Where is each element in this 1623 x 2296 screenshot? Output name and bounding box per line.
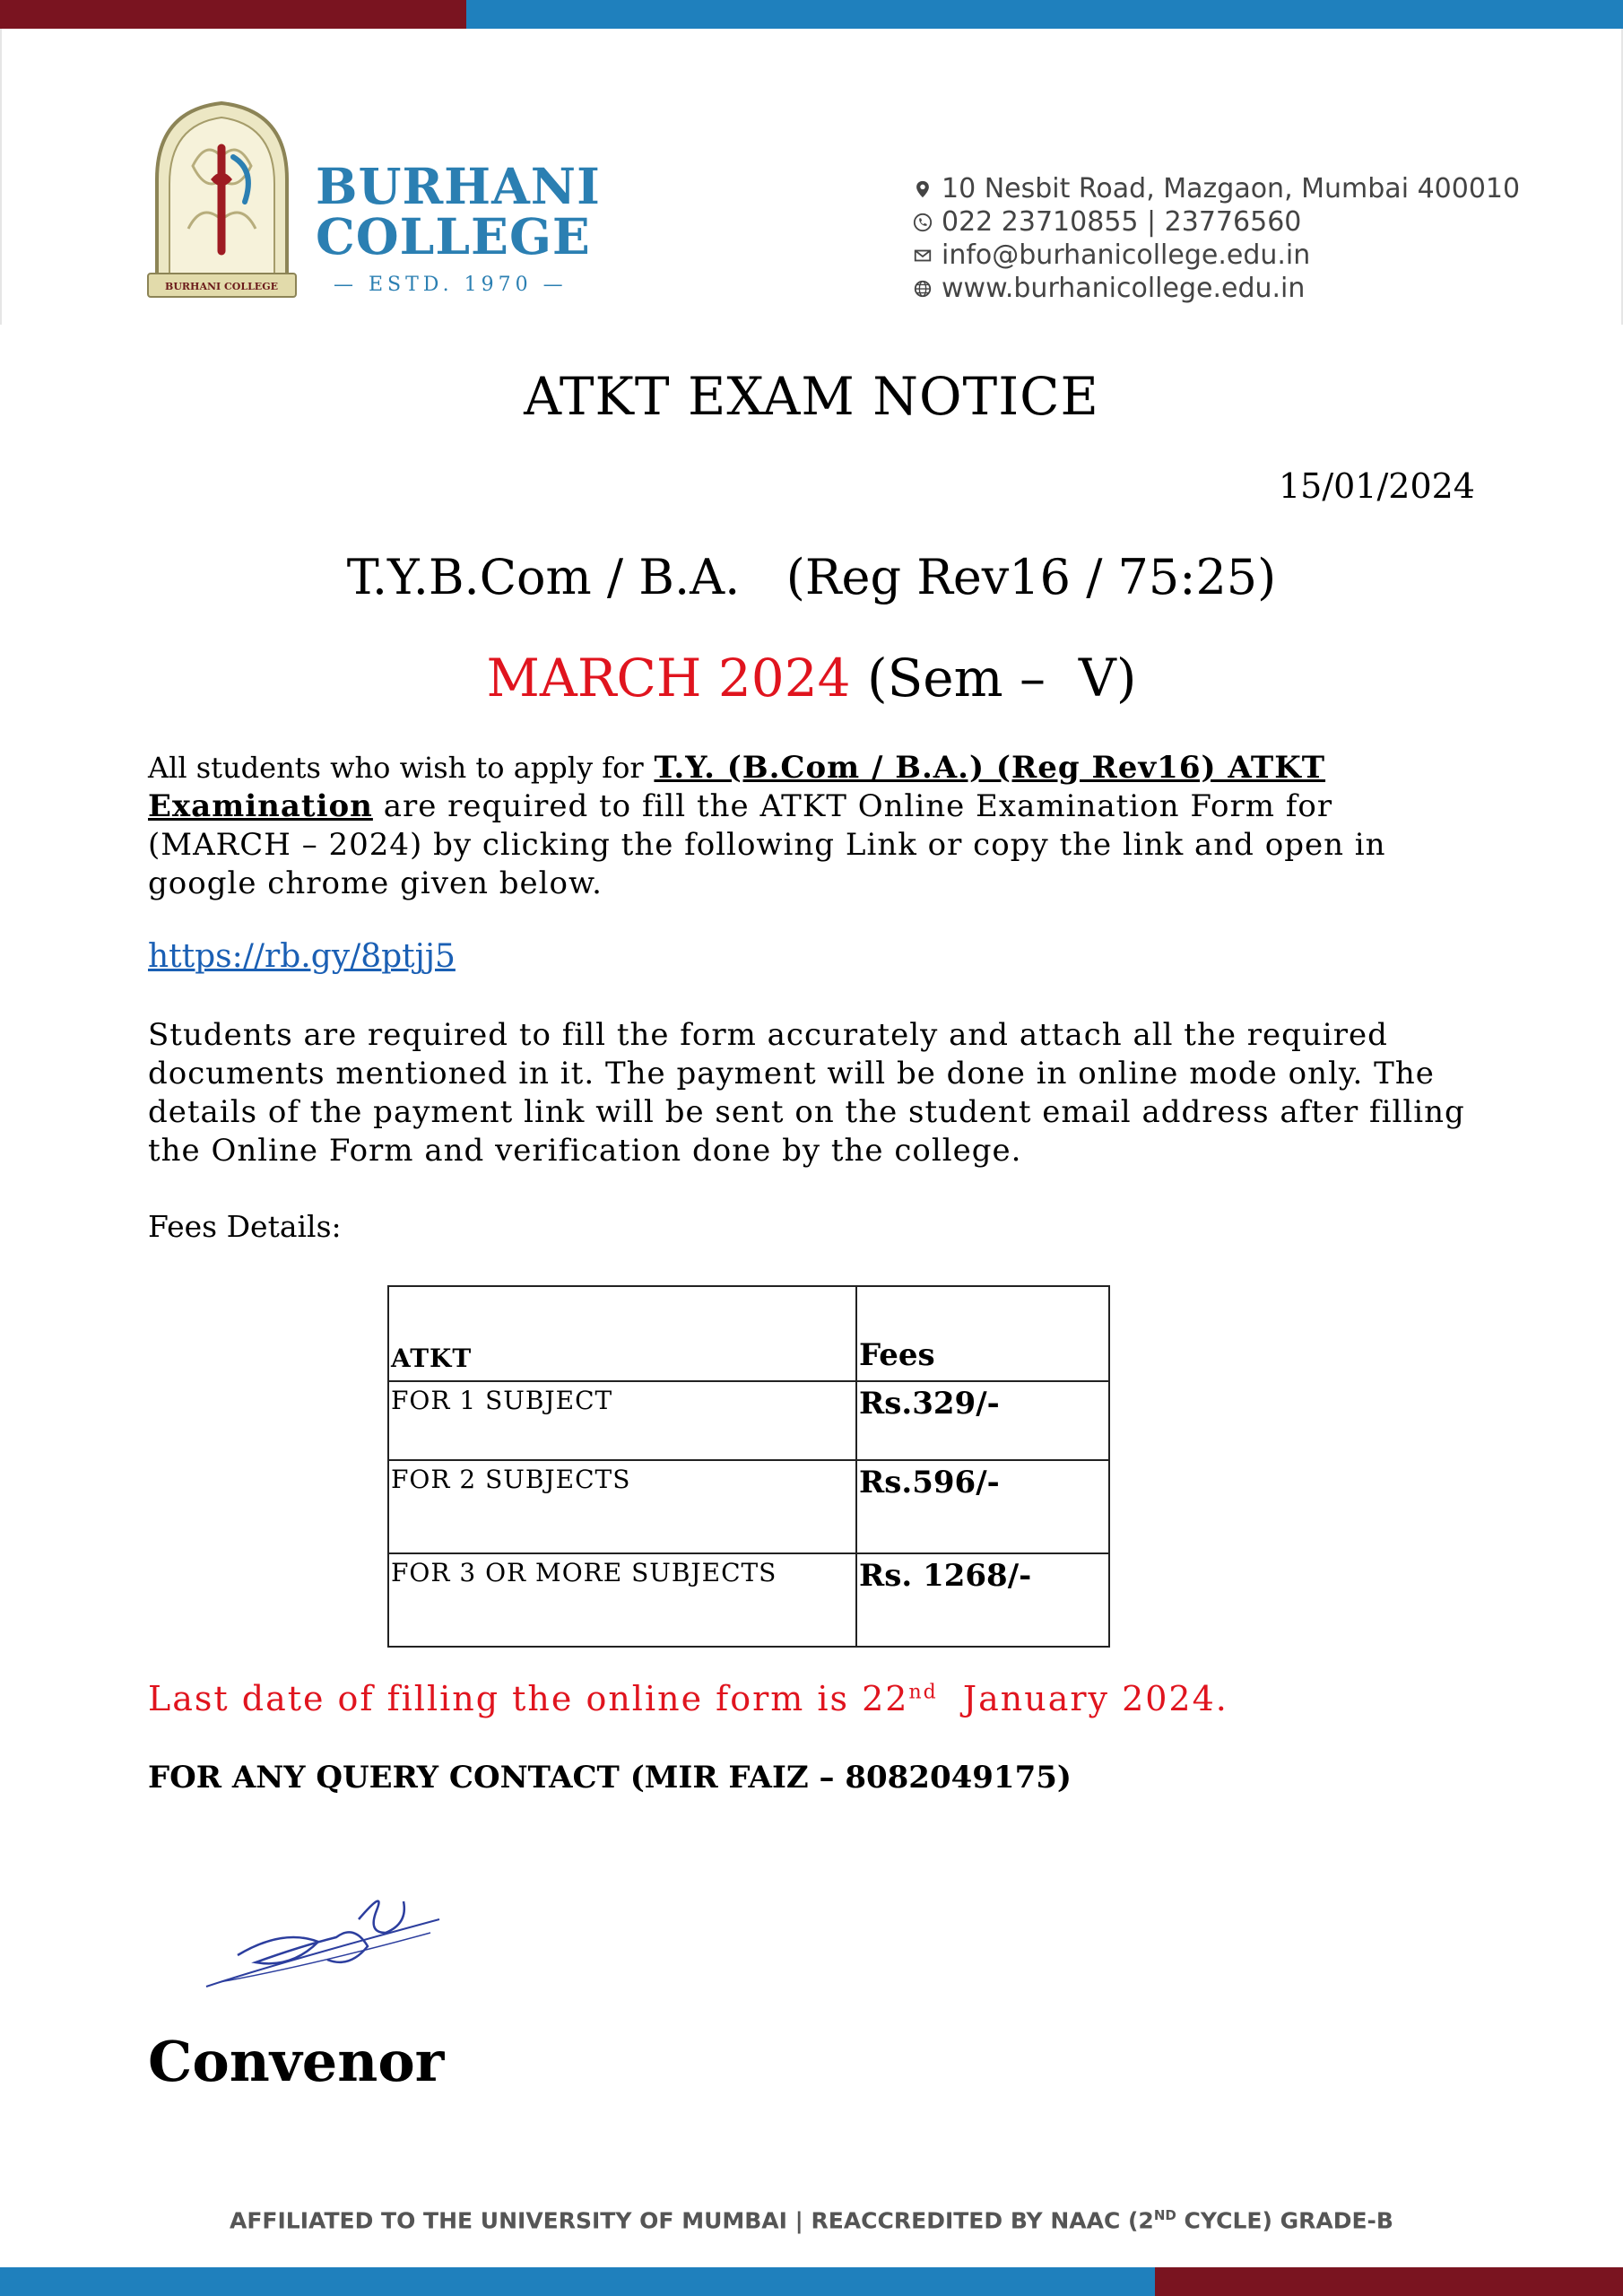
mail-icon <box>913 246 933 265</box>
affiliation-suffix: CYCLE) GRADE-B <box>1176 2207 1393 2234</box>
affiliation-prefix: AFFILIATED TO THE UNIVERSITY OF MUMBAI | REACCREDITED BY NAAC (2 <box>230 2207 1154 2234</box>
table-row <box>388 1553 1109 1647</box>
last-date-suffix: January 2024. <box>937 1679 1228 1718</box>
left-edge-rule <box>0 29 2 325</box>
term-month: MARCH 2024 <box>486 648 851 709</box>
instructions-paragraph <box>148 749 1475 903</box>
bottom-maroon-bar <box>1155 2267 1623 2296</box>
term-sem: (Sem – V) <box>866 648 1137 709</box>
table-row <box>388 1381 1109 1460</box>
para1-exam-name: T.Y. (B.Com / B.A.) (Reg Rev16) ATKT Examination <box>148 750 1326 824</box>
row-fee: Rs.329/- <box>856 1381 1109 1460</box>
last-date-notice <box>148 1679 1228 1718</box>
signature <box>202 1883 444 1996</box>
last-date-prefix: Last date of filling the online form is 22 <box>148 1679 909 1718</box>
notice-date: 15/01/2024 <box>1278 466 1475 506</box>
online-form-link[interactable]: https://rb.gy/8ptjj5 <box>148 938 456 975</box>
requirements-paragraph: Students are required to fill the form accurately and attach all the required documents mentioned in it. The payment will be done in online mode only. The details of the payment link will be sent on the student email address after filling the Online Form and verification done by the college. <box>148 1017 1465 1169</box>
header-fees: Fees <box>856 1286 1109 1381</box>
college-estd: — ESTD. 1970 — <box>334 274 568 296</box>
top-maroon-bar <box>0 0 466 29</box>
college-name-line2: COLLEGE <box>316 207 591 265</box>
contact-phone <box>913 205 1520 239</box>
address-text: 10 Nesbit Road, Mazgaon, Mumbai 400010 <box>942 173 1521 204</box>
para1-lead: All students who wish to apply for <box>148 751 644 785</box>
website-text: www.burhanicollege.edu.in <box>942 273 1306 304</box>
signatory-title: Convenor <box>148 2029 445 2094</box>
row-subjects: FOR 1 SUBJECT <box>388 1381 856 1460</box>
fees-details-label: Fees Details: <box>148 1209 342 1244</box>
fees-table <box>387 1285 1110 1648</box>
row-fee: Rs. 1268/- <box>856 1553 1109 1647</box>
phone-text: 022 23710855 | 23776560 <box>942 206 1302 238</box>
para1-rest: are required to fill the ATKT Online Examination Form for (MARCH – 2024) by clicking the following Link or copy the link and open in google chrome given below. <box>148 788 1386 901</box>
term-line <box>0 648 1623 709</box>
college-name <box>316 157 601 265</box>
college-logo <box>139 94 305 302</box>
top-blue-bar <box>466 0 1623 29</box>
college-name-line1: BURHANI <box>316 157 601 215</box>
phone-icon <box>913 213 933 232</box>
logo-seal-text: BURHANI COLLEGE <box>165 281 278 292</box>
row-subjects: FOR 3 OR MORE SUBJECTS <box>388 1553 856 1647</box>
affiliation-ordinal: ND <box>1153 2207 1176 2223</box>
bottom-blue-bar <box>0 2267 1155 2296</box>
contact-address <box>913 172 1520 205</box>
fees-table-header <box>388 1286 1109 1381</box>
location-pin-icon <box>913 179 933 199</box>
table-row <box>388 1460 1109 1553</box>
notice-title: ATKT EXAM NOTICE <box>524 366 1099 427</box>
footer-affiliation <box>0 2207 1623 2233</box>
header-atkt: ATKT <box>388 1286 856 1381</box>
class-line: T.Y.B.Com / B.A. (Reg Rev16 / 75:25) <box>346 549 1277 605</box>
row-subjects: FOR 2 SUBJECTS <box>388 1460 856 1553</box>
email-text: info@burhanicollege.edu.in <box>942 239 1311 271</box>
row-fee: Rs.596/- <box>856 1460 1109 1553</box>
last-date-ordinal: nd <box>908 1681 938 1704</box>
contact-website[interactable] <box>913 272 1520 305</box>
contact-email[interactable] <box>913 239 1520 272</box>
globe-icon <box>913 279 933 299</box>
contact-block <box>913 172 1520 305</box>
query-contact: FOR ANY QUERY CONTACT (MIR FAIZ – 8082049175) <box>148 1760 1072 1796</box>
